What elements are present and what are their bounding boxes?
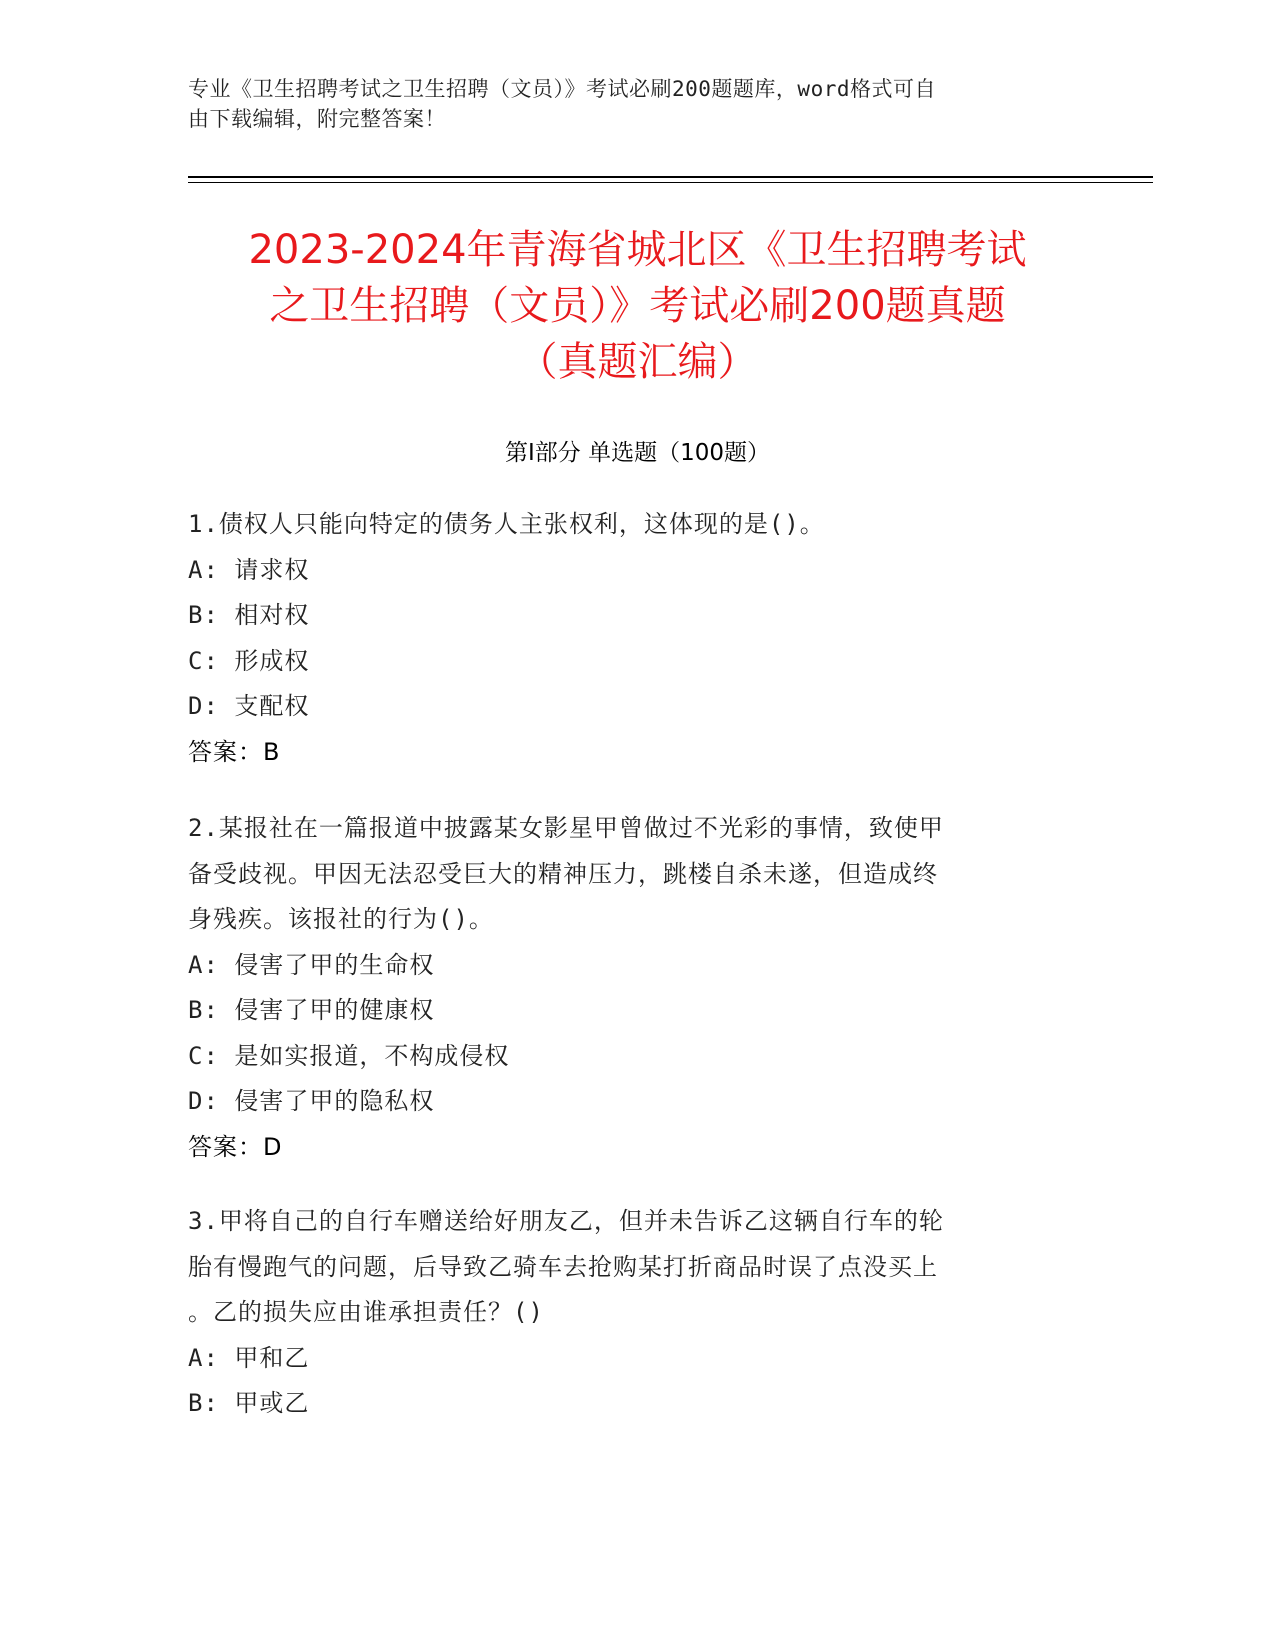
header-rule-thick bbox=[188, 176, 1153, 178]
document-title bbox=[150, 222, 1125, 390]
question-1 bbox=[188, 502, 1068, 775]
answer: 答案：D bbox=[188, 1132, 283, 1161]
header-note bbox=[188, 74, 1068, 134]
option-d: D: 支配权 bbox=[188, 692, 310, 720]
option-b: B: 侵害了甲的健康权 bbox=[188, 996, 435, 1024]
question-stem: 3.甲将自己的自行车赠送给好朋友乙，但并未告诉乙这辆自行车的轮 bbox=[188, 1207, 944, 1235]
answer: 答案：B bbox=[188, 737, 281, 766]
option-d: D: 侵害了甲的隐私权 bbox=[188, 1087, 435, 1115]
title-line: 之卫生招聘（文员）》考试必刷200题真题 bbox=[269, 283, 1006, 329]
question-2 bbox=[188, 806, 1068, 1170]
question-stem: 备受歧视。甲因无法忍受巨大的精神压力，跳楼自杀未遂，但造成终 bbox=[188, 859, 938, 888]
section-title: 第I部分 单选题（100题） bbox=[505, 440, 770, 466]
option-c: C: 是如实报道，不构成侵权 bbox=[188, 1041, 510, 1070]
question-3 bbox=[188, 1199, 1068, 1427]
option-c: C: 形成权 bbox=[188, 646, 310, 675]
title-line: 2023-2024年青海省城北区《卫生招聘考试 bbox=[248, 227, 1027, 273]
option-b: B: 甲或乙 bbox=[188, 1389, 310, 1417]
header-note-line: 专业《卫生招聘考试之卫生招聘（文员）》考试必刷200题题库，word格式可自 bbox=[188, 77, 936, 101]
question-stem: 。乙的损失应由谁承担责任？() bbox=[188, 1298, 544, 1326]
header-rule-thin bbox=[188, 182, 1153, 183]
option-a: A: 侵害了甲的生命权 bbox=[188, 950, 435, 979]
question-stem: 身残疾。该报社的行为()。 bbox=[188, 905, 494, 933]
option-a: A: 甲和乙 bbox=[188, 1343, 310, 1372]
option-b: B: 相对权 bbox=[188, 601, 310, 629]
question-stem: 2.某报社在一篇报道中披露某女影星甲曾做过不光彩的事情，致使甲 bbox=[188, 814, 944, 842]
question-stem: 1.债权人只能向特定的债务人主张权利，这体现的是()。 bbox=[188, 510, 825, 538]
option-a: A: 请求权 bbox=[188, 555, 310, 584]
title-line: （真题汇编） bbox=[517, 339, 758, 385]
question-stem: 胎有慢跑气的问题，后导致乙骑车去抢购某打折商品时误了点没买上 bbox=[188, 1252, 938, 1281]
header-note-line: 由下载编辑，附完整答案！ bbox=[188, 107, 446, 131]
